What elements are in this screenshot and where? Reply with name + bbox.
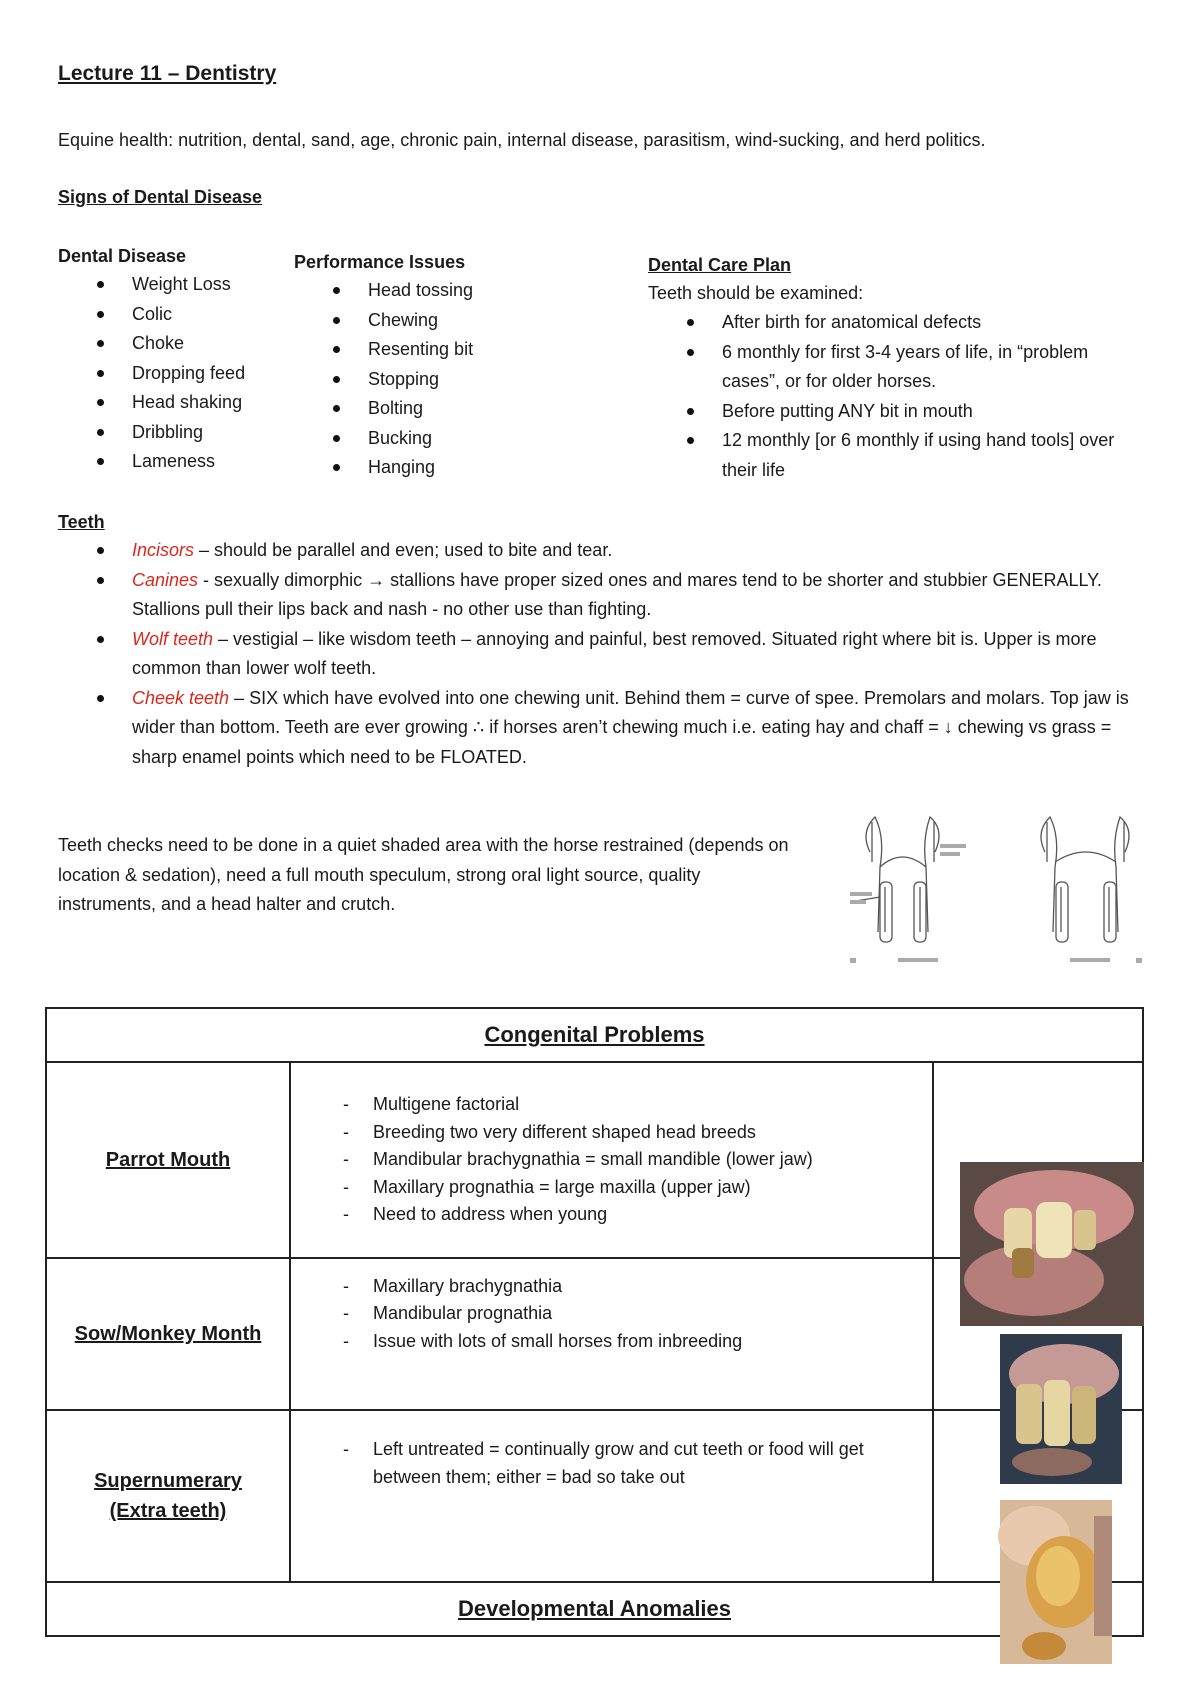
list-item: Dropping feed bbox=[58, 359, 278, 389]
list-item: Colic bbox=[58, 300, 278, 330]
performance-heading: Performance Issues bbox=[294, 252, 466, 272]
list-item: - Need to address when young bbox=[331, 1201, 912, 1229]
row-details bbox=[290, 1258, 933, 1410]
list-item: 6 monthly for first 3-4 years of life, in “problem cases”, or for older horses. bbox=[648, 338, 1128, 397]
list-item: Lameness bbox=[58, 447, 278, 477]
list-item bbox=[58, 684, 1148, 773]
photo-cell bbox=[933, 1062, 1143, 1258]
row-details bbox=[290, 1062, 933, 1258]
list-item: - Breeding two very different shaped head breeds bbox=[331, 1119, 912, 1147]
list-item: - Issue with lots of small horses from inbreeding bbox=[331, 1328, 912, 1356]
list-item: Chewing bbox=[294, 306, 544, 336]
row-label-parrot-mouth: Parrot Mouth bbox=[46, 1062, 290, 1258]
list-item: - Maxillary prognathia = large maxilla (upper jaw) bbox=[331, 1174, 912, 1202]
teeth-checks-text: Teeth checks need to be done in a quiet shaded area with the horse restrained (depends on location & sedation), need a full mouth speculum, strong oral light source, quality instruments, and a head halter and crutch. bbox=[58, 835, 789, 914]
label-line: Supernumerary bbox=[94, 1470, 242, 1492]
term-canines: Canines bbox=[132, 569, 199, 590]
row-label-sow-mouth: Sow/Monkey Month bbox=[46, 1258, 290, 1410]
list-item: Bucking bbox=[294, 424, 544, 454]
care-plan-heading: Dental Care Plan bbox=[648, 255, 792, 275]
signs-heading: Signs of Dental Disease bbox=[58, 187, 263, 207]
table-footer-heading: Developmental Anomalies bbox=[46, 1582, 1143, 1636]
teeth-section bbox=[58, 508, 1148, 772]
list-item: - Multigene factorial bbox=[331, 1091, 912, 1119]
list-item: Bolting bbox=[294, 394, 544, 424]
list-item: Stopping bbox=[294, 365, 544, 395]
list-item: Weight Loss bbox=[58, 270, 278, 300]
list-item: - Maxillary brachygnathia bbox=[331, 1273, 912, 1301]
list-item: Hanging bbox=[294, 453, 544, 483]
jaw-diagram bbox=[850, 812, 1150, 972]
list-item: After birth for anatomical defects bbox=[648, 308, 1128, 338]
table-row bbox=[46, 1062, 1143, 1258]
dental-disease-heading: Dental Disease bbox=[58, 246, 187, 266]
term-text: - sexually dimorphic → stallions have proper sized ones and mares tend to be shorter and stubbier GENERALLY. Stallions pull their lips back and nash - no other use than fighting. bbox=[132, 569, 1102, 619]
term-text: – vestigial – like wisdom teeth – annoying and painful, best removed. Situated right where bit is. Upper is more common than lower wolf teeth. bbox=[132, 628, 1097, 678]
list-item: Resenting bit bbox=[294, 335, 544, 365]
list-item: Head shaking bbox=[58, 388, 278, 418]
list-item bbox=[58, 566, 1148, 625]
list-item: - Mandibular prognathia bbox=[331, 1300, 912, 1328]
care-plan-section bbox=[648, 251, 1128, 485]
list-item: Dribbling bbox=[58, 418, 278, 448]
list-item: Head tossing bbox=[294, 276, 544, 306]
term-text: – SIX which have evolved into one chewing unit. Behind them = curve of spee. Premolars and molars. Top jaw is wider than bottom. Teeth are ever growing ∴ if horses aren’t chewing much i.e. eating hay and chaff = ↓ chewing vs grass = sharp enamel points which need to be FLOATED. bbox=[132, 687, 1129, 767]
term-incisors: Incisors bbox=[132, 540, 195, 560]
page-title: Lecture 11 – Dentistry bbox=[58, 62, 277, 85]
row-label-supernumerary bbox=[46, 1410, 290, 1582]
label-line: (Extra teeth) bbox=[109, 1500, 227, 1522]
dental-disease-section bbox=[58, 242, 278, 477]
care-plan-subheading: Teeth should be examined: bbox=[648, 283, 864, 303]
congenital-problems-table bbox=[45, 1007, 1144, 1637]
list-item bbox=[58, 625, 1148, 684]
list-item: 12 monthly [or 6 monthly if using hand tools] over their life bbox=[648, 426, 1128, 485]
row-details bbox=[290, 1410, 933, 1582]
list-item: - Mandibular brachygnathia = small mandible (lower jaw) bbox=[331, 1146, 912, 1174]
list-item: - Left untreated = continually grow and cut teeth or food will get between them; either = bad so take out bbox=[331, 1436, 912, 1491]
term-wolf-teeth: Wolf teeth bbox=[132, 628, 214, 649]
list-item: Before putting ANY bit in mouth bbox=[648, 397, 1128, 427]
list-item: Choke bbox=[58, 329, 278, 359]
intro-text: Equine health: nutrition, dental, sand, age, chronic pain, internal disease, parasitism, wind-sucking, and herd politics. bbox=[58, 130, 986, 150]
list-item bbox=[58, 536, 1148, 566]
teeth-heading: Teeth bbox=[58, 512, 105, 532]
term-cheek-teeth: Cheek teeth bbox=[132, 687, 230, 708]
term-text: – should be parallel and even; used to bite and tear. bbox=[194, 540, 613, 560]
table-heading: Congenital Problems bbox=[46, 1008, 1143, 1062]
performance-section bbox=[294, 248, 544, 483]
